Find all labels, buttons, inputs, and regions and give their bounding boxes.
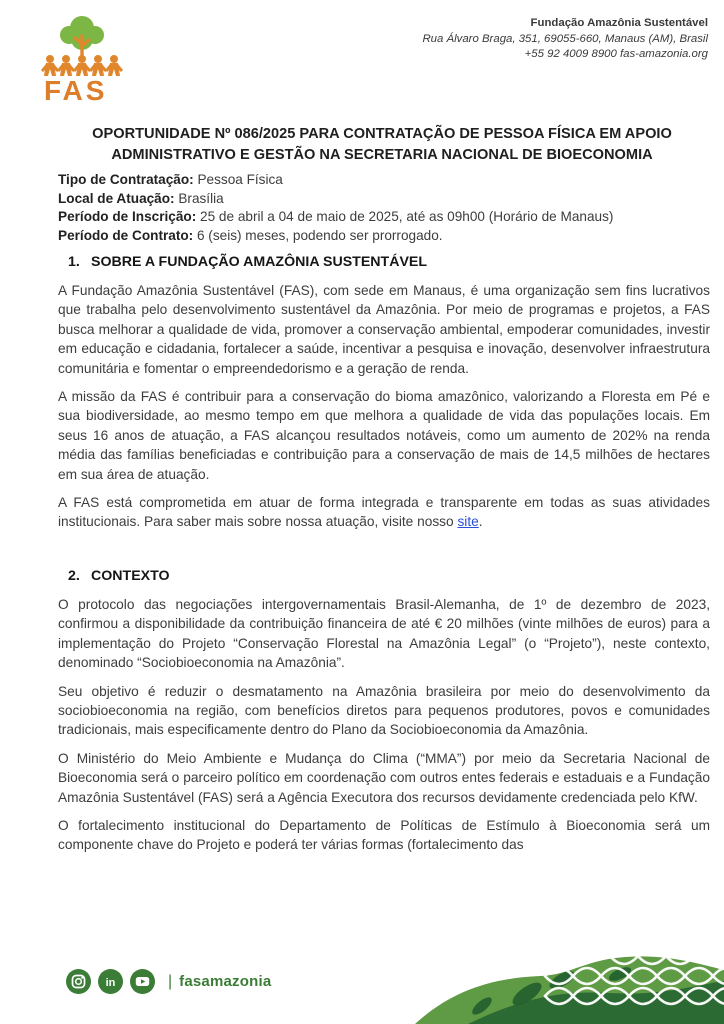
meta-label: Local de Atuação: [58, 190, 179, 206]
meta-value: Brasília [178, 190, 224, 206]
paragraph: A FAS está comprometida em atuar de forma integrada e transparente em todas as suas atividades institucionais. Para saber mais sobre nossa atuação, visite nosso site. [58, 495, 710, 530]
meta-value: 6 (seis) meses, podendo ser prorrogado. [196, 227, 443, 243]
meta-list [58, 171, 708, 245]
meta-row [58, 227, 708, 246]
meta-row [58, 171, 708, 190]
footer-handle: fasamazonia [179, 972, 272, 990]
paragraph: O fortalecimento institucional do Departamento de Políticas de Estímulo à Bioeconomia será um componente chave do Projeto e poderá ter várias formas (fortalecimento das [58, 817, 710, 853]
logo-wordmark: FAS [44, 75, 108, 102]
meta-row [58, 208, 708, 227]
section-number: 1. [68, 254, 80, 270]
footer-divider: | [168, 972, 173, 990]
meta-value: 25 de abril a 04 de maio de 2025, até as 09h00 (Horário de Manaus) [200, 209, 614, 225]
meta-label: Período de Contrato: [58, 227, 197, 243]
section-number: 2. [68, 567, 80, 584]
section [58, 566, 710, 855]
document-title: OPORTUNIDADE Nº 086/2025 PARA CONTRATAÇÃO DE PESSOA FÍSICA EM APOIO ADMINISTRATIVO E GESTÃO NA SECRETARIA NACIONAL DE BIOECONOMIA [92, 126, 672, 163]
linkedin-icon [98, 969, 123, 994]
footer-social-row [66, 968, 271, 994]
section-title: CONTEXTO [91, 567, 170, 584]
people-icon [41, 55, 123, 76]
site-link[interactable]: site [457, 514, 479, 530]
letterhead [0, 0, 724, 110]
section-title: SOBRE A FUNDAÇÃO AMAZÔNIA SUSTENTÁVEL [91, 254, 428, 270]
meta-label: Período de Inscrição: [58, 209, 201, 225]
sections [58, 252, 710, 855]
org-contact: +55 92 4009 8900 fas-amazonia.org [524, 48, 708, 60]
meta-value: Pessoa Física [197, 172, 283, 187]
paragraph: A Fundação Amazônia Sustentável (FAS), com sede em Manaus, é uma organização sem fins lucrativos que trabalha pelo desenvolvimento sustentável da Amazônia. Por meio de programas e projetos, a FAS busca melhorar a qualidade de vida, promover a conservação ambiental, empoderar comunidades, investir em educação e cidadania, fortalecer a saúde, incentivar a pesquisa e inovação, desenvolver infraestrutura comunitária e fomentar o empreendedorismo e a geração de renda. [58, 283, 710, 376]
paragraph: Seu objetivo é reduzir o desmatamento na Amazônia brasileira por meio do desenvolvimento da sociobioeconomia na região, com benefícios diretos para pequenos produtores, povos e comunidades tradicionais, mais especificamente dentro do Plano da Sociobioeconomia da Amazônia. [58, 683, 710, 738]
section-heading [68, 566, 710, 586]
section [58, 252, 710, 532]
org-address: Rua Álvaro Braga, 351, 69055-660, Manaus (AM), Brasil [422, 32, 708, 45]
svg-text:in: in [105, 976, 116, 989]
letterhead-info [422, 16, 708, 63]
meta-row [58, 190, 708, 209]
paragraph: O Ministério do Meio Ambiente e Mudança do Clima (“MMA”) por meio da Secretaria Nacional de Bioeconomia será o parceiro político em coordenação com outros entes federais e estaduais e a Fundação Amazônia Sustentável (FAS) será a Agência Executora dos recursos devidamente credenciada pelo KfW. [58, 750, 710, 805]
paragraph: O protocolo das negociações intergovernamentais Brasil-Alemanha, de 1º de dezembro de 2023, confirmou a disponibilidade da contribuição financeira de até € 20 milhões (vinte milhões de euros) para a implementação do Projeto “Conservação Florestal na Amazônia Legal” (o “Projeto”), neste contexto, denominado “Sociobioeconomia na Amazônia”. [58, 596, 710, 671]
youtube-icon [130, 969, 155, 994]
fas-logo [38, 12, 126, 102]
org-name: Fundação Amazônia Sustentável [530, 17, 708, 29]
meta-label: Tipo de Contratação: [58, 172, 198, 187]
instagram-icon [66, 969, 91, 994]
paragraph: A missão da FAS é contribuir para a conservação do bioma amazônico, valorizando a Floresta em Pé e sua biodiversidade, ao mesmo tempo em que melhora a qualidade de vida das populações locais. Em seus 16 anos de atuação, a FAS alcançou resultados notáveis, como um aumento de 202% na renda média das famílias beneficiadas e contribuição para a conservação de mais de 14,5 milhões de hectares em sua área de atuação. [58, 389, 710, 482]
section-heading [68, 252, 710, 272]
